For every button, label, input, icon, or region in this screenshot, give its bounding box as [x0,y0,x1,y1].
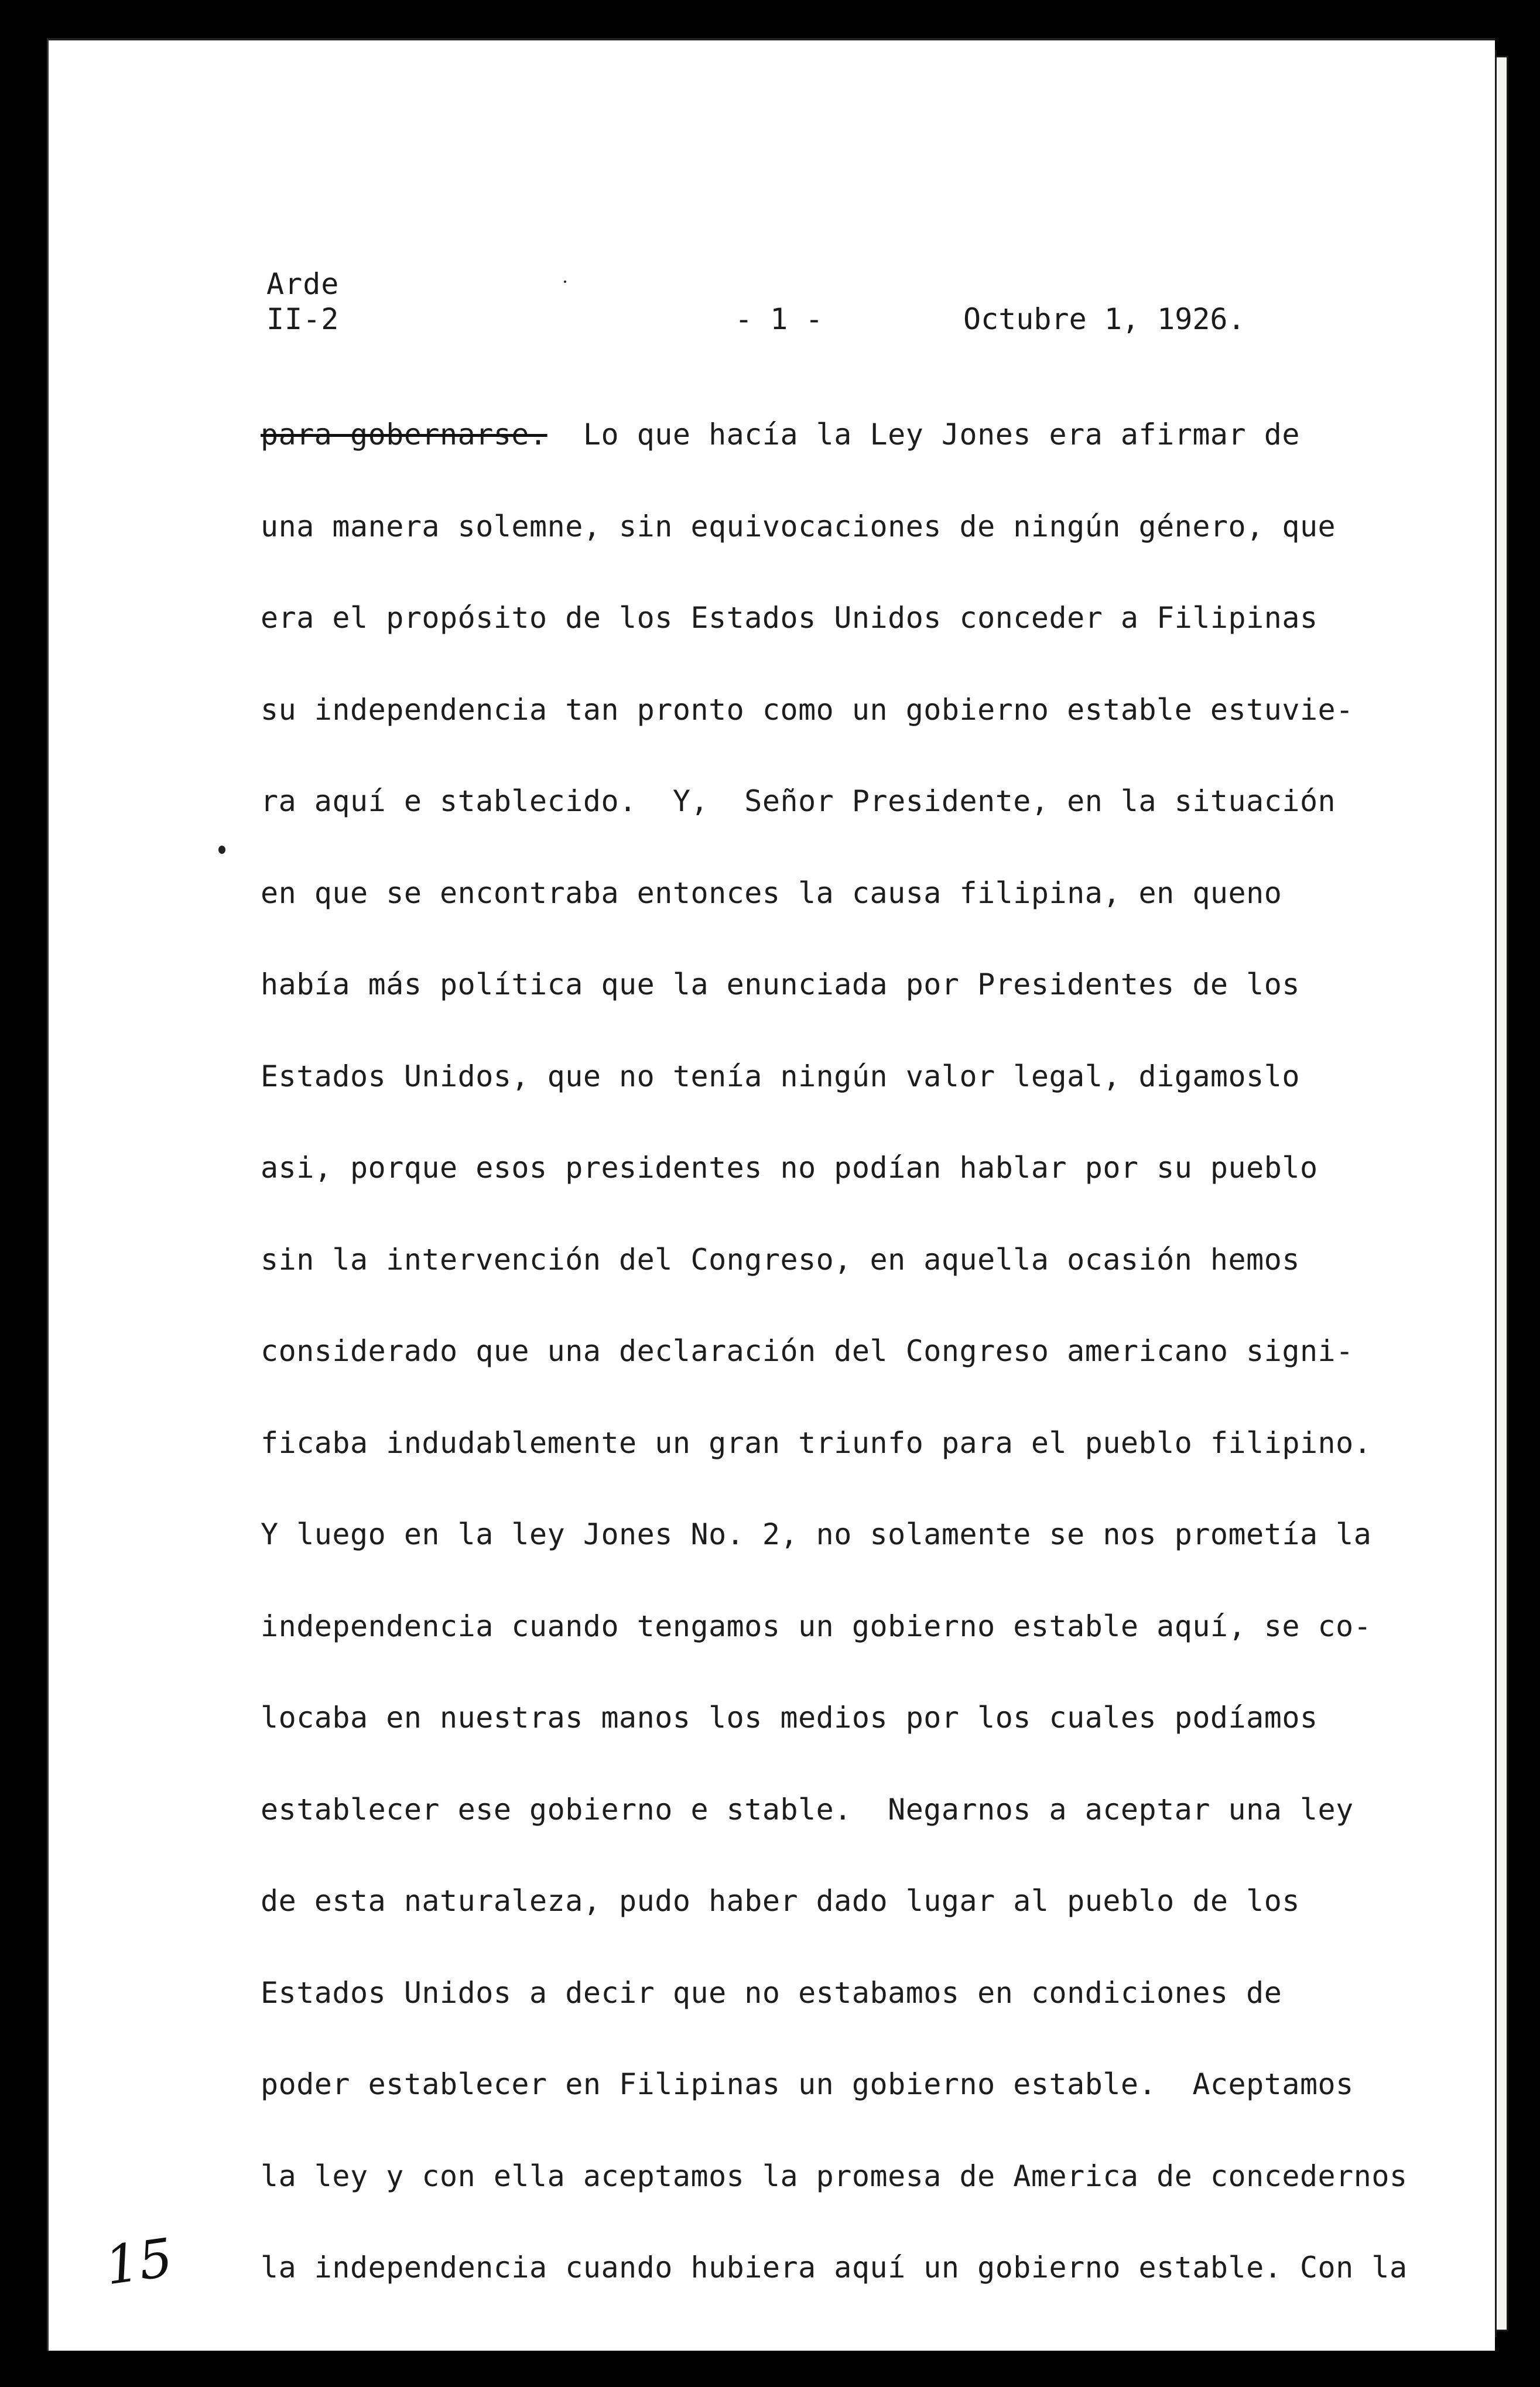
body-line: sin la intervención del Congreso, en aquella ocasión hemos [261,1242,1300,1277]
body-line: considerado que una declaración del Congreso americano signi- [261,1334,1354,1368]
body-line: de esta naturaleza, pudo haber dado lugar al pueblo de los [261,1884,1300,1918]
body-text [261,417,1420,2342]
document-header [266,266,339,337]
body-line: Estados Unidos, que no tenía ningún valor legal, digamoslo [261,1059,1300,1093]
body-line: ficaba indudablemente un gran triunfo para el pueblo filipino. [261,1425,1372,1460]
struck-text: para gobernarse. [261,418,547,452]
body-line-text: Lo que hacía la Ley Jones era afirmar de [547,418,1300,452]
body-line: poder establecer en Filipinas un gobierno estable. Aceptamos [261,2067,1354,2101]
page-number: - 1 - [735,302,823,336]
body-line: locaba en nuestras manos los medios por los cuales podíamos [261,1701,1318,1735]
body-line: establecer ese gobierno e stable. Negarnos a aceptar una ley [261,1792,1354,1827]
body-line: ra aquí e stablecido. Y, Señor Presidente, en la situación [261,784,1336,818]
body-line [261,417,1420,509]
body-line: había más política que la enunciada por Presidentes de los [261,967,1300,1001]
body-line: la independencia cuando hubiera aquí un gobierno estable. Con la [261,2251,1408,2285]
body-line: su independencia tan pronto como un gobierno estable estuvie- [261,692,1354,727]
header-line-2: II-2 [266,302,340,336]
handwritten-margin-note: 15 [101,2227,177,2297]
document-date: Octubre 1, 1926. [963,302,1245,336]
body-line: una manera solemne, sin equivocaciones de ningún género, que [261,509,1336,543]
body-line: independencia cuando tengamos un gobierno estable aquí, se co- [261,1609,1372,1643]
ink-speck [564,281,566,283]
body-line: asi, porque esos presidentes no podían hablar por su pueblo [261,1151,1318,1185]
body-line: Estados Unidos a decir que no estabamos en condiciones de [261,1975,1282,2010]
body-line: Y luego en la ley Jones No. 2, no solamente se nos prometía la [261,1517,1372,1551]
ink-speck [218,846,225,854]
body-line: era el propósito de los Estados Unidos conceder a Filipinas [261,601,1318,635]
header-line-1: Arde [266,267,340,301]
body-line: la ley y con ella aceptamos la promesa de America de concedernos [261,2159,1408,2193]
body-line: en que se encontraba entonces la causa filipina, en queno [261,876,1282,910]
